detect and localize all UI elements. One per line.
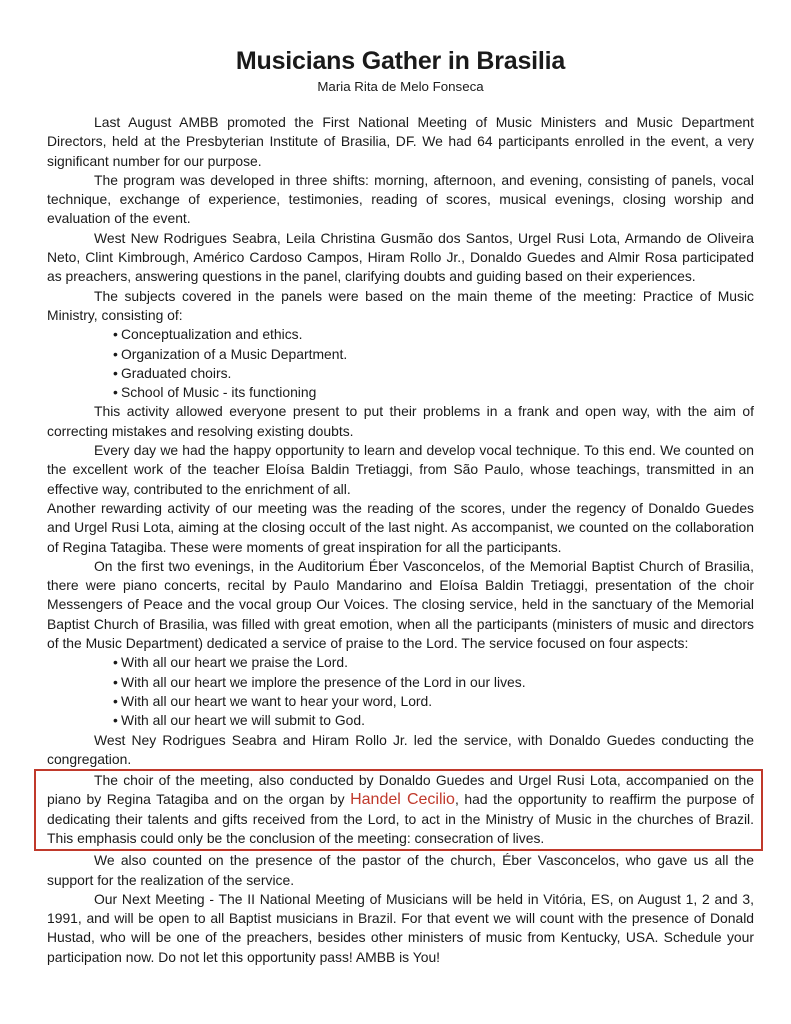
list-item: • Graduated choirs. <box>113 364 754 383</box>
aspects-list <box>47 653 754 730</box>
paragraph-vocal: Every day we had the happy opportunity to learn and develop vocal technique. To this end. We counted on the excellent work of the teacher Eloísa Baldin Tretiaggi, from São Paulo, whose teachings, transmitted in an effective way, contributed to the enrichment of all. <box>47 442 754 497</box>
choir-text-after: , had the opportunity to reaffirm the purpose of dedicating their talents and gifts received from the Lord, to act in the Ministry of Music in the churches of Brazil. This emphasis could only be the conclusion of the meeting: consecration of lives. <box>47 791 755 846</box>
paragraph-choir <box>47 771 754 848</box>
highlight-box <box>34 769 763 851</box>
paragraph-subjects: The subjects covered in the panels were based on the main theme of the meeting: Practice of Music Ministry, consisting of: <box>47 287 754 323</box>
list-item: • With all our heart we want to hear your word, Lord. <box>113 692 754 711</box>
paragraph-scores: Another rewarding activity of our meeting was the reading of the scores, under the regency of Donaldo Guedes and Urgel Rusi Lota, aiming at the closing occult of the last night. As accompanist, we counted on the collaboration of Regina Tatagiba. These were moments of great inspiration for all the participants. <box>47 499 754 555</box>
list-item: • Conceptualization and ethics. <box>113 325 754 344</box>
list-item: • With all our heart we will submit to God. <box>113 711 754 730</box>
article-body <box>47 113 754 967</box>
topics-list <box>47 325 754 402</box>
highlighted-name: Handel Cecilio <box>350 791 455 809</box>
paragraph-pastor: We also counted on the presence of the pastor of the church, Éber Vasconcelos, who gave us all the support for the realization of the service. <box>47 852 754 888</box>
paragraph-next-meeting: Our Next Meeting - The II National Meeting of Musicians will be held in Vitória, ES, on August 1, 2 and 3, 1991, and will be open to all Baptist musicians in Brazil. For that event we will count with the presence of Donald Hustad, who will be one of the preachers, besides other ministers of music from Kentucky, USA. Schedule your participation now. Do not let this opportunity pass! AMBB is You! <box>47 890 754 965</box>
paragraph-preachers: West New Rodrigues Seabra, Leila Christina Gusmão dos Santos, Urgel Rusi Lota, Armando de Oliveira Neto, Clint Kimbrough, Américo Cardoso Campos, Hiram Rollo Jr., Donaldo Guedes and Almir Rosa participated as preachers, answering questions in the panel, clarifying doubts and guiding based on their experiences. <box>47 229 754 285</box>
article-author: Maria Rita de Melo Fonseca <box>317 79 484 94</box>
choir-text-before: The choir of the meeting, also conducted by Donaldo Guedes and Urgel Rusi Lota, accompanied on the piano by Regina Tatagiba and on the organ by <box>47 772 754 808</box>
list-item: • With all our heart we praise the Lord. <box>113 653 754 672</box>
list-item: • School of Music - its functioning <box>113 383 754 402</box>
article-title: Musicians Gather in Brasilia <box>235 47 566 75</box>
list-item: • With all our heart we implore the presence of the Lord in our lives. <box>113 673 754 692</box>
list-item: • Organization of a Music Department. <box>113 345 754 364</box>
paragraph-program: The program was developed in three shifts: morning, afternoon, and evening, consisting of panels, vocal technique, exchange of experience, testimonies, reading of scores, musical evenings, closing worship and evaluation of the event. <box>47 171 754 227</box>
paragraph-service: West Ney Rodrigues Seabra and Hiram Rollo Jr. led the service, with Donaldo Guedes conducting the congregation. <box>47 731 754 767</box>
paragraph-intro: Last August AMBB promoted the First National Meeting of Music Ministers and Music Department Directors, held at the Presbyterian Institute of Brasilia, DF. We had 64 participants enrolled in the event, a very significant number for our purpose. <box>47 114 754 169</box>
paragraph-evenings: On the first two evenings, in the Auditorium Éber Vasconcelos, of the Memorial Baptist Church of Brasilia, there were piano concerts, recital by Paulo Mandarino and Eloísa Baldin Tretiaggi, presentation of the choir Messengers of Peace and the vocal group Our Voices. The closing service, held in the sanctuary of the Memorial Baptist Church of Brasilia, was filled with great emotion, when all the participants (ministers of music and directors of the Music Department) dedicated a service of praise to the Lord. The service focused on four aspects: <box>47 557 754 652</box>
paragraph-activity: This activity allowed everyone present to put their problems in a frank and open way, with the aim of correcting mistakes and resolving existing doubts. <box>47 403 754 439</box>
